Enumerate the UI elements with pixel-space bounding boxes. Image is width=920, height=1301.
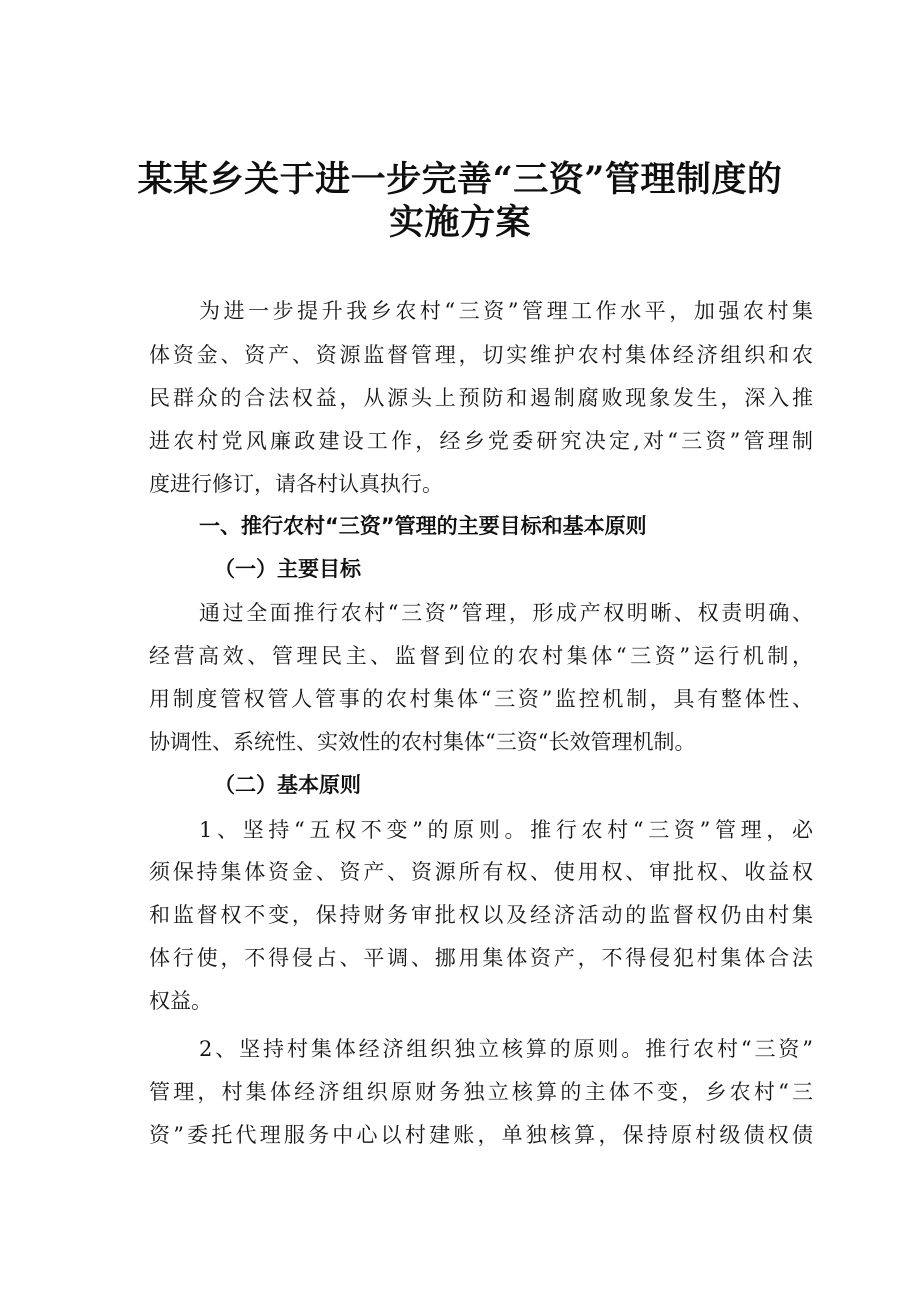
principle-1-line-2: 须保持集体资金、资产、资源所有权、使用权、审批权、收益权 [149, 860, 813, 884]
document-title-line-2: 实施方案 [388, 202, 531, 243]
principle-1-line-5: 权益。 [149, 989, 212, 1013]
principle-2-line-1: 2、坚持村集体经济组织独立核算的原则。推行农村“三资” [199, 1037, 813, 1061]
subsection-1-line-4: 协调性、系统性、实效性的农村集体“三资“长效管理机制。 [149, 730, 696, 754]
intro-line-4: 进农村党风廉政建设工作，经乡党委研究决定,对“三资”管理制 [149, 429, 813, 453]
principle-2-line-3: 资”委托代理服务中心以村建账，单独核算，保持原村级债权债 [149, 1123, 813, 1147]
principle-1-line-4: 体行使，不得侵占、平调、挪用集体资产，不得侵犯村集体合法 [149, 946, 813, 970]
principle-1-line-3: 和监督权不变，保持财务审批权以及经济活动的监督权仍由村集 [149, 903, 813, 927]
subsection-1-line-3: 用制度管权管人管事的农村集体“三资”监控机制，具有整体性、 [149, 687, 813, 711]
subsection-1-line-2: 经营高效、管理民主、监督到位的农村集体“三资”运行机制， [149, 644, 813, 668]
principle-2-line-2: 管理，村集体经济组织原财务独立核算的主体不变，乡农村“三 [149, 1080, 813, 1104]
subsection-1-heading: （一）主要目标 [214, 557, 361, 581]
subsection-2-heading: （二）基本原则 [214, 773, 361, 797]
intro-line-2: 体资金、资产、资源监督管理，切实维护农村集体经济组织和农 [149, 343, 813, 367]
intro-line-5: 度进行修订，请各村认真执行。 [149, 472, 443, 496]
document-title-line-1: 某某乡关于进一步完善“三资”管理制度的 [137, 159, 783, 200]
section-1-heading: 一、推行农村“三资”管理的主要目标和基本原则 [199, 514, 647, 538]
subsection-1-line-1: 通过全面推行农村“三资”管理，形成产权明晰、权责明确、 [199, 601, 813, 625]
intro-line-3: 民群众的合法权益，从源头上预防和遏制腐败现象发生，深入推 [149, 386, 813, 410]
intro-line-1: 为进一步提升我乡农村“三资”管理工作水平，加强农村集 [199, 299, 813, 323]
principle-1-line-1: 1、坚持“五权不变”的原则。推行农村“三资”管理，必 [199, 818, 813, 842]
